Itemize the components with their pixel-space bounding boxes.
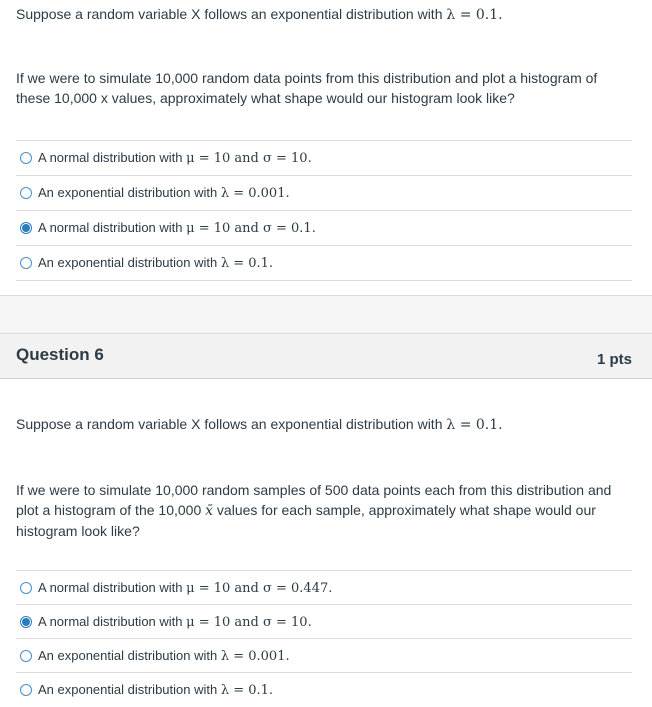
question-6-title: Question 6: [16, 345, 104, 364]
q6-answer-4-label: An exponential distribution with: [38, 682, 218, 697]
q5-stem: [16, 4, 632, 25]
q5-answer-2-label: An exponential distribution with: [38, 185, 218, 200]
q5-answer-2-math: λ = 0.001.: [220, 186, 290, 201]
q6-answer-3[interactable]: [16, 638, 632, 673]
q5-answer-1-label: A normal distribution with: [38, 150, 183, 165]
q5-stem-math: λ = 0.1.: [446, 7, 503, 23]
q6-prompt-line-1: If we were to simulate 10,000 random samples of 500 data points each from this distribution and: [16, 482, 612, 498]
q6-stem-text: Suppose a random variable X follows an exponential distribution with: [16, 416, 443, 432]
q5-answer-4-math: λ = 0.1.: [220, 256, 274, 271]
q6-stem-math: λ = 0.1.: [446, 417, 503, 433]
question-6-header: [0, 333, 652, 379]
q6-answer-2-math: μ = 10 and σ = 10.: [186, 615, 312, 630]
q5-stem-text: Suppose a random variable X follows an exponential distribution with: [16, 6, 443, 22]
q5-answer-3[interactable]: [16, 210, 632, 245]
q5-answer-3-label: A normal distribution with: [38, 220, 183, 235]
q6-xbar-math: x̄: [205, 503, 214, 519]
q6-answer-4-radio[interactable]: [20, 684, 32, 696]
q5-answer-3-math: μ = 10 and σ = 0.1.: [186, 221, 316, 236]
q6-prompt-line-2: plot a histogram of the 10,000 x̄ values for each sample, approximately what shape would our: [16, 502, 596, 519]
q6-answer-3-radio[interactable]: [20, 650, 32, 662]
q5-prompt: [16, 68, 632, 108]
q6-stem: [16, 414, 632, 435]
q6-answer-1-label: A normal distribution with: [38, 580, 183, 595]
q6-answer-2-label: A normal distribution with: [38, 614, 183, 629]
q5-answer-2[interactable]: [16, 175, 632, 210]
q5-answer-1[interactable]: [16, 140, 632, 175]
q6-answer-1-math: μ = 10 and σ = 0.447.: [186, 581, 333, 596]
q6-answer-1[interactable]: [16, 570, 632, 605]
q6-answer-4-math: λ = 0.1.: [220, 683, 274, 698]
q5-answer-4-radio[interactable]: [20, 257, 32, 269]
q5-answer-1-radio[interactable]: [20, 152, 32, 164]
q5-prompt-line-2: these 10,000 x values, approximately what shape would our histogram look like?: [16, 90, 515, 106]
q5-prompt-line-1: If we were to simulate 10,000 random data points from this distribution and plot a histogram of: [16, 70, 598, 86]
q6-answer-2-radio[interactable]: [20, 616, 32, 628]
q6-prompt: [16, 480, 632, 541]
q6-answer-4[interactable]: [16, 672, 632, 707]
q5-answer-1-math: μ = 10 and σ = 10.: [186, 151, 312, 166]
q5-answer-4-label: An exponential distribution with: [38, 255, 218, 270]
q6-answer-2[interactable]: [16, 604, 632, 639]
q6-answer-3-math: λ = 0.001.: [220, 649, 290, 664]
question-6-points: 1 pts: [596, 351, 632, 368]
q6-answer-1-radio[interactable]: [20, 582, 32, 594]
q5-answer-2-radio[interactable]: [20, 187, 32, 199]
q5-answer-4[interactable]: [16, 245, 632, 281]
q5-answer-3-radio[interactable]: [20, 222, 32, 234]
q6-answer-3-label: An exponential distribution with: [38, 648, 218, 663]
q6-prompt-line-3: histogram look like?: [16, 523, 140, 539]
question-separator: [0, 295, 652, 335]
